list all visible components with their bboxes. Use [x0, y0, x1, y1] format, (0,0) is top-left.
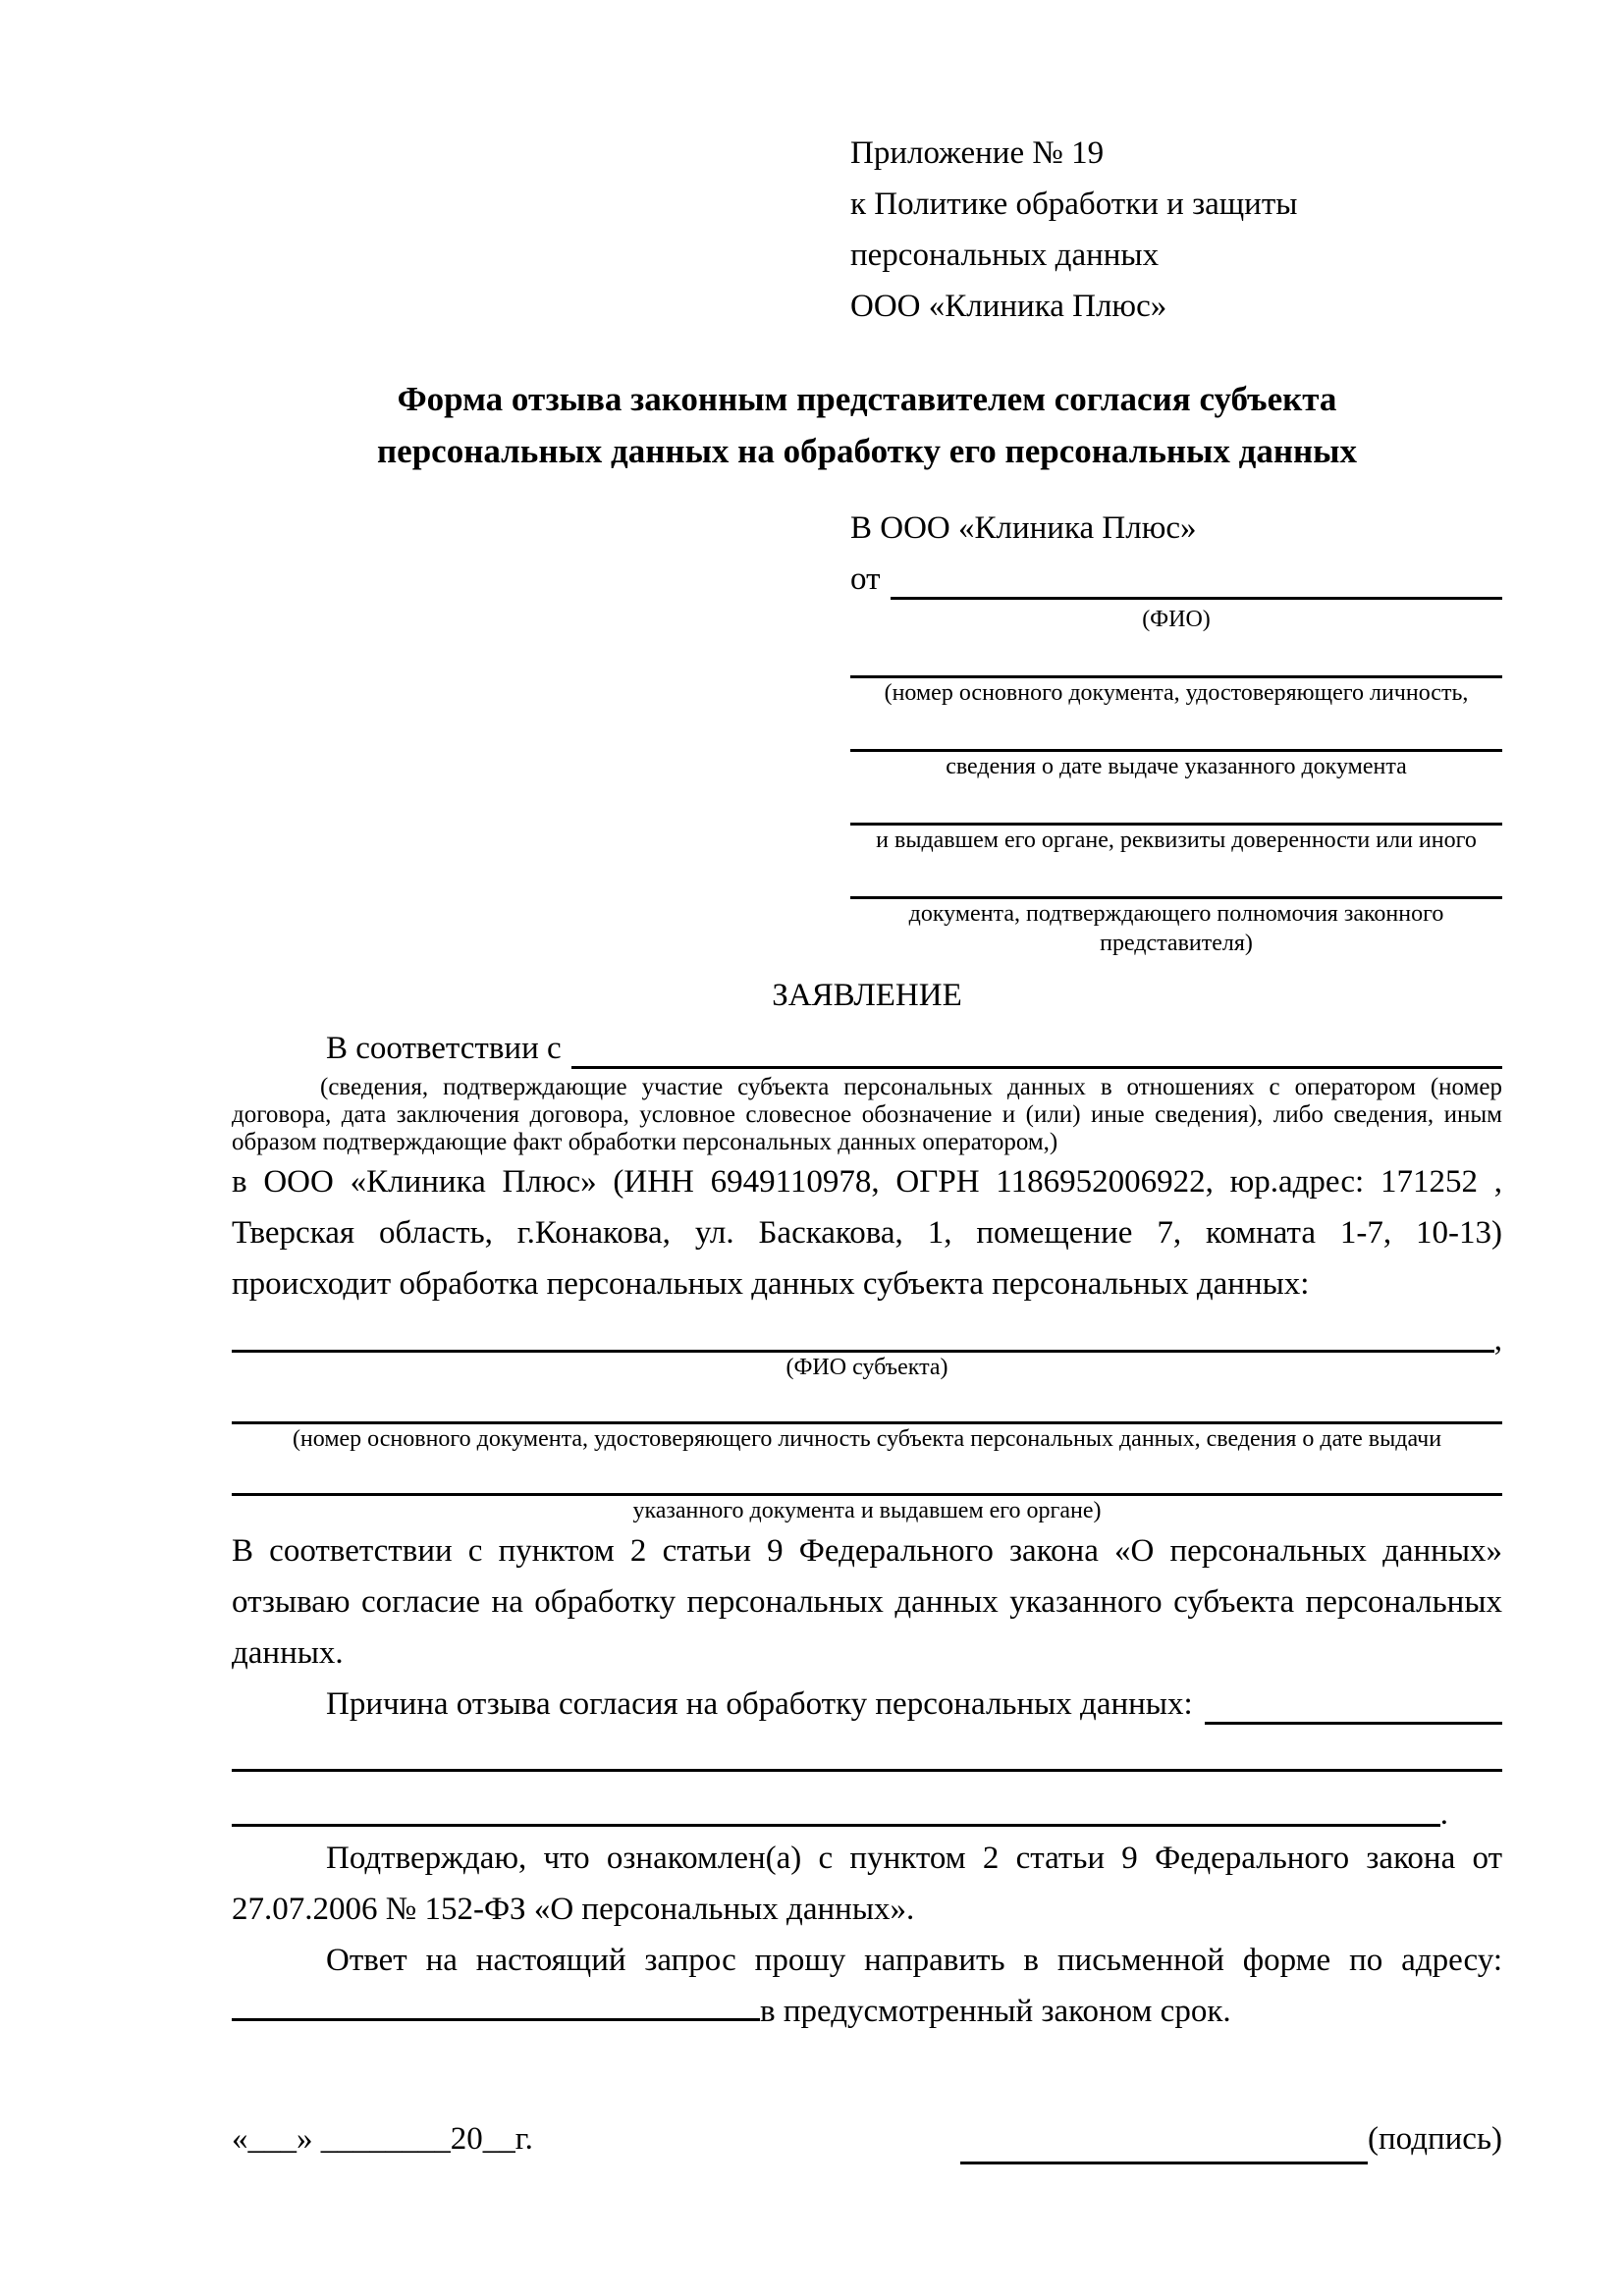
- withdrawal-paragraph: В соответствии с пунктом 2 статьи 9 Федерального закона «О персональных данных» отзываю согласие на обработку персональных данных указанного субъекта персональных данных.: [232, 1533, 1502, 1671]
- fio-caption: (ФИО): [1142, 607, 1211, 632]
- doc-blank-row-1: [850, 662, 1502, 708]
- subject-doc-blank-line-2: [232, 1479, 1502, 1496]
- subject-doc-blank-line-1: [232, 1408, 1502, 1424]
- subject-doc-row-2: [232, 1479, 1502, 1496]
- signature-group: [960, 2113, 1502, 2164]
- subject-doc-row-1: [232, 1408, 1502, 1424]
- reply-tail: в предусмотренный законом срок.: [760, 1994, 1231, 2029]
- trailing-period: .: [1439, 1796, 1448, 1832]
- subject-fio-caption: (ФИО субъекта): [785, 1355, 948, 1380]
- doc-blank-row-4: [850, 882, 1502, 958]
- appendix-line-1: Приложение № 19: [850, 135, 1105, 171]
- title-line-1: Форма отзыва законным представителем согласия субъекта: [397, 380, 1337, 418]
- document-title: [232, 373, 1502, 477]
- signature-blank-line: [960, 2136, 1368, 2164]
- blank-line: [850, 735, 1502, 752]
- blank-line: [232, 1810, 1440, 1827]
- reply-paragraph: [232, 1935, 1502, 2037]
- representative-fio-blank-line: [891, 597, 1503, 600]
- appendix-line-3: персональных данных: [850, 238, 1160, 273]
- addressee-block: [850, 503, 1502, 958]
- reason-blank-row-2: [232, 1796, 1502, 1832]
- operator-paragraph: в ООО «Клиника Плюс» (ИНН 6949110978, ОГРН 1186952006922, юр.адрес: 171252 , Тверская область, г.Конакова, ул. Баскакова, 1, помещение 7, комната 1-7, 10-13) происходит обработка персональных данных субъекта персональных данных:: [232, 1164, 1502, 1302]
- signoff-row: [232, 2113, 1502, 2164]
- from-row: [850, 554, 1502, 605]
- statement-heading: ЗАЯВЛЕНИЕ: [772, 978, 962, 1013]
- reason-blank-row-1: [232, 1755, 1502, 1772]
- reason-row: [232, 1679, 1502, 1730]
- blank-line: [850, 662, 1502, 678]
- doc-blank-row-3: [850, 809, 1502, 855]
- basis-blank-line: [571, 1066, 1502, 1069]
- title-line-2: персональных данных на обработку его персональных данных: [377, 432, 1357, 470]
- subject-doc-caption-1: (номер основного документа, удостоверяющего личность субъекта персональных данных, сведения о дате выдачи: [292, 1426, 1442, 1452]
- trailing-comma: ,: [1493, 1322, 1502, 1358]
- appendix-line-2: к Политике обработки и защиты: [850, 187, 1298, 222]
- reply-lead: Ответ на настоящий запрос прошу направить в письменной форме по адресу:: [326, 1943, 1502, 1978]
- subject-doc-caption-2: указанного документа и выдавшем его органе): [632, 1498, 1102, 1523]
- blank-line: [232, 1755, 1502, 1772]
- date-line: «___» ________20__г.: [232, 2121, 533, 2157]
- doc-caption-1: (номер основного документа, удостоверяющего личность,: [884, 680, 1469, 706]
- doc-caption-4: документа, подтверждающего полномочия законного представителя): [908, 901, 1444, 956]
- doc-caption-3: и выдавшем его органе, реквизиты доверенности или иного: [876, 828, 1477, 853]
- blank-line: [850, 882, 1502, 899]
- subject-fio-blank-line: [232, 1336, 1494, 1353]
- doc-blank-row-2: [850, 735, 1502, 781]
- signature-caption: (подпись): [1368, 2121, 1502, 2157]
- from-label: от: [850, 561, 881, 597]
- confirm-paragraph: Подтверждаю, что ознакомлен(а) с пунктом 2 статьи 9 Федерального закона от 27.07.2006 № 152-ФЗ «О персональных данных».: [232, 1841, 1502, 1927]
- subject-fio-row: [232, 1322, 1502, 1358]
- reason-label: Причина отзыва согласия на обработку персональных данных:: [326, 1686, 1193, 1722]
- basis-caption: (сведения, подтверждающие участие субъекта персональных данных в отношениях с оператором (номер договора, дата заключения договора, условное словесное обозначение и (или) иные сведения), либо сведения, иным образом подтверждающие факт обработки персональных данных оператором,): [232, 1074, 1502, 1155]
- basis-row: [232, 1023, 1502, 1074]
- blank-line: [850, 809, 1502, 826]
- basis-label: В соответствии с: [326, 1031, 562, 1066]
- address-blank-line: [232, 1993, 760, 2021]
- doc-caption-2: сведения о дате выдаче указанного документа: [946, 754, 1407, 779]
- addressee-org: В ООО «Клиника Плюс»: [850, 510, 1197, 546]
- reason-blank-line: [1205, 1722, 1502, 1725]
- appendix-line-4: ООО «Клиника Плюс»: [850, 289, 1167, 324]
- appendix-note: [850, 128, 1502, 332]
